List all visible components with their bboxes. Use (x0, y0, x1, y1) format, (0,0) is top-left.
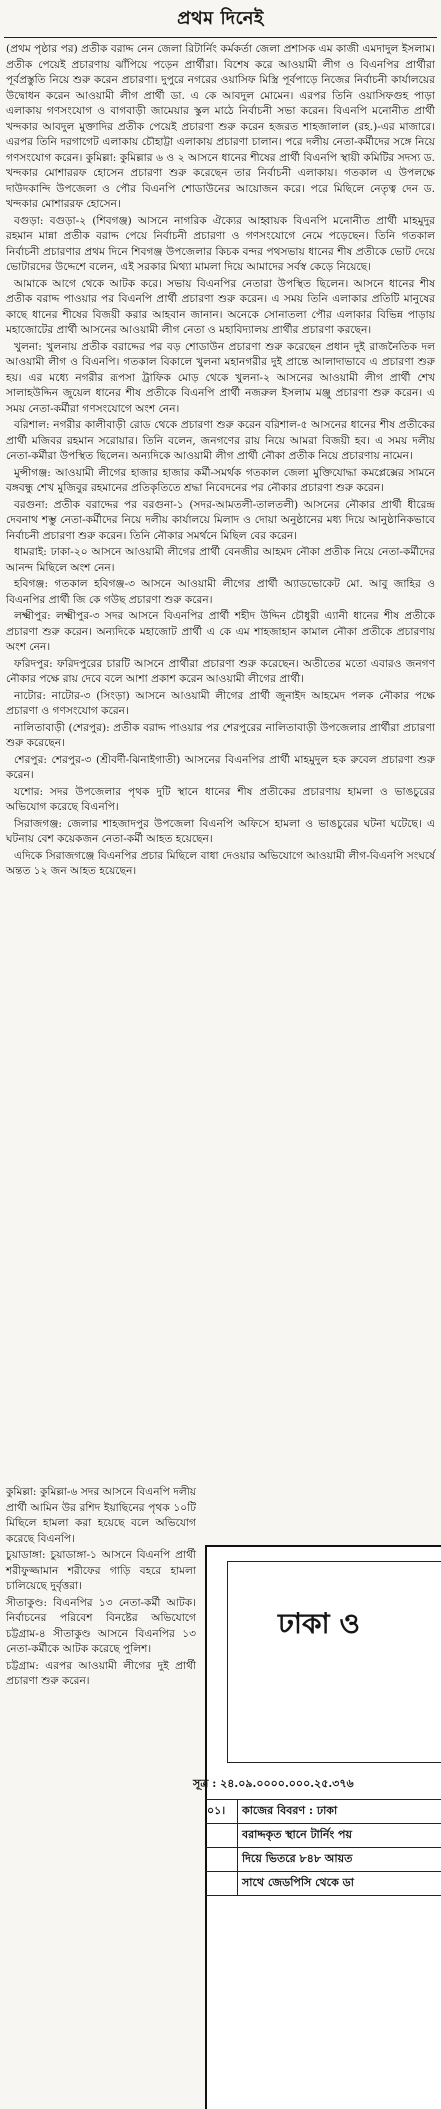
article-paragraph: নালিতাবাড়ী (শেরপুর): প্রতীক বরাদ্দ পাওয়ার পর শেরপুরের নালিতাবাড়ী উপজেলার প্রার্থীরা প্রচারণা শুরু করেছেন। (6, 721, 435, 749)
table-row (205, 1800, 441, 1824)
row-number-empty (205, 1848, 238, 1871)
row-number-empty (205, 1824, 238, 1847)
article-paragraph: চট্টগ্রাম: এরপর আওয়ামী লীগের দুই প্রার্থী প্রচারণা শুরু করেন। (6, 1659, 196, 1687)
notice-header-box (227, 1561, 441, 1763)
left-column-text (6, 1485, 196, 1691)
article-paragraph: (প্রথম পৃষ্ঠার পর) প্রতীক বরাদ্দ নেন জেলা রিটার্নিং কর্মকর্তা জেলা প্রশাসক এম কাজী এমদাদুল ইসলাম। প্রতীক পেয়েই প্রচারণায় ঝাঁপিয়ে পড়েন প্রার্থীরা। বিশেষ করে আওয়ামী লীগ ও বিএনপির প্রার্থীরা পূর্বপ্রস্তুতি নিয়ে শুরু করেন প্রচারণা। দুপুরে নগরের ওয়াসিফ মিস্ত্রি পূর্বপাড়ে নিজের নির্বাচনী কার্যালয়ের উদ্বোধন করেন আওয়ামী লীগ প্রার্থী ডা. এ কে আবদুল মোমেন। এরপর তিনি ওয়াসিফগুহ পাড়া এলাকায় গণসংযোগ ও বাগবাড়ী জামেয়ার স্কুল মাঠে নির্বাচনী সভা করেন। বিএনপি মনোনীত প্রার্থী খন্দকার আবদুল মুক্তাদির প্রতীক পেয়েই প্রচারণা শুরু করেন হজরত শাহজালাল (রহ.)-এর মাজারে। এরপর তিনি দরগাগেট এলাকায় চৌহাট্টা এলাকায় প্রচারণা চালান। পরে দলীয় নেতা-কর্মীদের সঙ্গে নিয়ে গণসংযোগ করেন। কুমিল্লা: কুমিল্লার ৬ ও ২ আসনে ধানের শীষের প্রার্থী বিএনপি স্থায়ী কমিটির সদস্য ড. খন্দকার মোশাররফ হোসেন প্রচারণা শুরু করেছেন তার নির্বাচনী এলাকায়। গতকাল এ উপলক্ষে দাউদকান্দি উপজেলা ও পৌর বিএনপি শোডাউনের আয়োজন করে। পরে মিছিলে নেতৃত্ব দেন ড. খন্দকার মোশাররফ হোসেন। (6, 43, 435, 210)
article-paragraph: মুন্সীগঞ্জ: আওয়ামী লীগের হাজার হাজার কর্মী-সমর্থক গতকাল জেলা মুক্তিযোদ্ধা কমপ্লেক্সের সামনে বঙ্গবন্ধু শেখ মুজিবুর রহমানের প্রতিকৃতিতে শ্রদ্ধা নিবেদনের পর নৌকার প্রচারণা শুরু করেন। (6, 466, 435, 494)
article-paragraph: ধামরাই: ঢাকা-২০ আসনে আওয়ামী লীগের প্রার্থী বেনজীর আহমদ নৌকা প্রতীক নিয়ে নেতা-কর্মীদের আনন্দ মিছিলে অংশ নেন। (6, 546, 435, 574)
table-row (205, 1872, 441, 1896)
article-paragraph: শেরপুর: শেরপুর-৩ (শ্রীবর্দী-ঝিনাইগাতী) আসনের বিএনপির প্রার্থী মাহমুদুল হক রুবেল প্রচারণা শুরু করেন। (6, 753, 435, 781)
article-paragraph: হবিগঞ্জ: গতকাল হবিগঞ্জ-৩ আসনে আওয়ামী লীগের প্রার্থী অ্যাডভোকেট মো. আবু জাহির ও বিএনপির প্রার্থী জি কে গউছ প্রচারণা শুরু করেন। (6, 578, 435, 606)
row-text: বরাদ্দকৃত স্থানে টার্নিং পয় (242, 1828, 352, 1841)
article-paragraph: বরিশাল: নগরীর কালীবাড়ী রোড থেকে প্রচারণা শুরু করেন বরিশাল-৫ আসনের ধানের শীষ প্রতীকের প্রার্থী মজিবর রহমান সরোয়ার। তিনি বলেন, জনগণের রায় নিয়ে আমরা বিজয়ী হব। এ সময় দলীয় নেতা-কর্মীরা উপস্থিত ছিলেন। অন্যদিকে আওয়ামী লীগ প্রার্থী নৌকা প্রতীক নিয়ে প্রচারণায় নামেন। (6, 419, 435, 462)
article-headline: প্রথম দিনেই (4, 0, 437, 38)
table-row (205, 1848, 441, 1872)
reference-label: সূত্র (193, 1777, 209, 1790)
article-body (6, 42, 435, 880)
row-text: সাথে জেডপিসি থেকে ডা (242, 1876, 354, 1889)
row-heading: কাজের বিবরণ : ঢাকা (242, 1804, 338, 1817)
article-paragraph: সীতাকুণ্ড: বিএনপির ১৩ নেতা-কর্মী আটক। নির্বাচনের পরিবেশ বিনষ্টের অভিযোগে চট্টগ্রাম-৪ সীতাকুণ্ড আসনে বিএনপির ১৩ নেতা-কর্মীকে আটক করেছে পুলিশ। (6, 1596, 196, 1655)
article-paragraph: যশোর: সদর উপজেলার পৃথক দুটি স্থানে ধানের শীষ প্রতীকের প্রচারণায় হামলা ও ভাঙচুরের অভিযোগ করেছে বিএনপি। (6, 785, 435, 813)
article-paragraph: এদিকে সিরাজগঞ্জে বিএনপির প্রচার মিছিলে বাধা দেওয়ার অভিযোগে আওয়ামী লীগ-বিএনপি সংঘর্ষে অন্তত ১২ জন আহত হয়েছেন। (6, 849, 435, 877)
row-text: দিয়ে ভিতরে ৮৪৮ আয়ত (242, 1852, 353, 1865)
article-paragraph: বরগুনা: প্রতীক বরাদ্দের পর বরগুনা-১ (সদর-আমতলী-তালতলী) আসনের নৌকার প্রার্থী ধীরেন্দ্র দেবনাথ শম্ভু নেতা-কর্মীদের নিয়ে দলীয় কার্যালয়ে মিলাদ ও দোয়া অনুষ্ঠানের মধ্য দিয়ে আনুষ্ঠানিকভাবে নির্বাচনী প্রচারণা শুরু করেন। তিনি নৌকার সমর্থনে মিছিল বের করেন। (6, 498, 435, 542)
tender-notice (193, 1545, 441, 2109)
article-paragraph: সিরাজগঞ্জ: জেলার শাহজাদপুর উপজেলা বিএনপি অফিসে হামলা ও ভাঙচুরের ঘটনা ঘটেছে। এ ঘটনায় বেশ কয়েকজন নেতা-কর্মী আহত হয়েছেন। (6, 817, 435, 845)
article-paragraph: খুলনা: খুলনায় প্রতীক বরাদ্দের পর বড় শোডাউন প্রচারণা শুরু করেছেন প্রধান দুই রাজনৈতিক দল আওয়ামী লীগ ও বিএনপি। গতকাল বিকালে খুলনা মহানগরীর দুই প্রান্তে আলাদাভাবে এ প্রচারণা শুরু হয়। এর মধ্যে নগরীর রূপসা ট্রাফিক মোড় থেকে খুলনা-২ আসনের আওয়ামী লীগ প্রার্থী শেখ সালাহউদ্দিন জুয়েল ধানের শীষ প্রতীকে বিএনপি প্রার্থী নজরুল ইসলাম মঞ্জু প্রচারণা শুরু করেন। এ সময় নেতা-কর্মীরা গণসংযোগে অংশ নেন। (6, 340, 435, 415)
notice-table (205, 1799, 441, 1896)
article-paragraph: ফরিদপুর: ফরিদপুরের চারটি আসনে প্রার্থীরা প্রচারণা শুরু করেছেন। অতীতের মতো এবারও জনগণ নৌকার পক্ষে রায় দেবে বলে আশা প্রকাশ করেন আওয়ামী লীগের প্রার্থী। (6, 657, 435, 685)
table-row (205, 1824, 441, 1848)
notice-reference: সূত্র : ২৪.০৯.০০০০.০০০.২৫.৩৭৬ (193, 1777, 354, 1790)
article-paragraph: চুয়াডাঙ্গা: চুয়াডাঙ্গা-১ আসনে বিএনপি প্রার্থী শরীফুজ্জামান শরীফের গাড়ি বহরে হামলা চালিয়েছে দুর্বৃত্তরা। (6, 1549, 196, 1592)
article-paragraph: আমাকে আগে থেকে আটক করে। সভায় বিএনপির নেতারা উপস্থিত ছিলেন। আসনে ধানের শীষ প্রতীক বরাদ্দ পাওয়ার পর বিএনপি প্রার্থী প্রচারণা শুরু করেন। এ সময় তিনি এলাকার প্রতিটি মানুষের কাছে ধানের শীষের বিজয়ী করার আহবান জানান। অনেকে সোনাতলা পৌর এলাকার বিভিন্ন পাড়ায় মহাজোটের প্রার্থী আসনের আওয়ামী লীগ নেতা ও মহাবিদ্যালয় প্রার্থীর প্রচারণা করছেন। (6, 277, 435, 336)
article-paragraph: বগুড়া: বগুড়া-২ (শিবগঞ্জ) আসনে নাগরিক ঐক্যের আহ্বায়ক বিএনপি মনোনীত প্রার্থী মাহমুদুর রহমান মান্না প্রতীক বরাদ্দ পেয়ে নির্বাচনী প্রচারণা ও গণসংযোগে নেমে পড়েছেন। তিনি গতকাল নির্বাচনী প্রচারণার প্রথম দিনে শিবগঞ্জ উপজেলার কিচক বন্দর পথসভায় ধানের শীষ প্রতীকে ভোট দেয়ে ভোটারদের উদ্দেশে বলেন, এই সরকার মিথ্যা মামলা দিয়ে আমাদের সর্বস্ব কেড়ে নিয়েছে। (6, 214, 435, 273)
article-paragraph: নাটোর: নাটোর-৩ (সিংড়া) আসনে আওয়ামী লীগের প্রার্থী জুনাইদ আহমেদ পলক নৌকার পক্ষে প্রচারণা ও গণসংযোগ করেন। (6, 689, 435, 717)
lower-section (0, 1485, 441, 2109)
row-number: ০১। (205, 1800, 238, 1823)
article-paragraph: লক্ষ্মীপুর: লক্ষ্মীপুর-৩ সদর আসনে বিএনপির প্রার্থী শহীদ উদ্দিন চৌধুরী এ্যানী ধানের শীষ প্রতীকে প্রচারণা শুরু করেন। অন্যদিকে মহাজোট প্রার্থী এ কে এম শাহজাহান কামাল নৌকা প্রতীকে প্রচারণায় অংশ নেন। (6, 610, 435, 653)
row-number-empty (205, 1872, 238, 1895)
article-paragraph: কুমিল্লা: কুমিল্লা-৬ সদর আসনে বিএনপি দলীয় প্রার্থী আমিন উর রশিদ ইয়াছিনের পৃথক ১০টি মিছিলে হামলা করা হয়েছে বলে অভিযোগ করেছে বিএনপি। (6, 1486, 196, 1545)
reference-number: ২৪.০৯.০০০০.০০০.২৫.৩৭৬ (220, 1777, 354, 1790)
notice-title: ঢাকা ও (278, 1607, 361, 1640)
